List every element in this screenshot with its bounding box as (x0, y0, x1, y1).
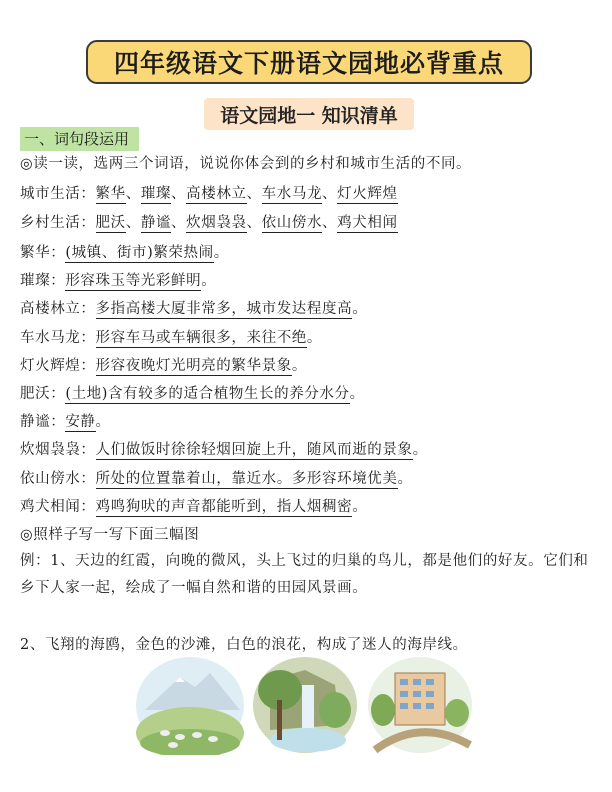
definition-text: 人们做饭时徐徐轻烟回旋上升，随风而逝的景象 (95, 442, 413, 459)
pasture-illustration (135, 655, 245, 755)
word-separator: 、 (246, 215, 262, 231)
definition-term: 灯火辉煌： (20, 357, 96, 374)
definition-text: 形容车马或车辆很多，来往不绝 (95, 329, 307, 346)
definition-text: 多指高楼大厦非常多，城市发达程度高 (95, 301, 353, 318)
village-word: 炊烟袅袅 (186, 215, 247, 231)
definition-line (20, 439, 428, 461)
definition-term: 鸡犬相闻： (20, 498, 96, 515)
city-word: 车水马龙 (261, 186, 323, 202)
city-word: 高楼林立 (186, 186, 247, 202)
definition-term: 车水马龙： (20, 329, 96, 346)
village-label: 乡村生活： (20, 215, 96, 231)
definition-end: 。 (213, 245, 229, 261)
example-2: 2、飞翔的海鸥，金色的沙滩，白色的浪花，构成了迷人的海岸线。 (20, 637, 468, 653)
definition-line (20, 327, 322, 349)
definition-line (20, 355, 307, 377)
city-building-illustration (365, 655, 475, 755)
waterfall-illustration (250, 655, 360, 755)
definition-text: 所处的位置靠着山，靠近水。多形容环境优美 (95, 470, 398, 487)
definition-line (20, 242, 229, 264)
word-separator: 、 (125, 215, 141, 231)
city-word: 繁华 (95, 186, 126, 202)
definition-term: 依山傍水： (20, 470, 96, 487)
instruction-2: ◎照样子写一写下面三幅图 (20, 527, 200, 543)
village-word: 肥沃 (95, 215, 126, 231)
word-separator: 、 (322, 186, 338, 202)
example-1: 例：1、天边的红霞，向晚的微风，头上飞过的归巢的鸟儿，都是他们的好友。它们和乡下人家一起，绘成了一幅自然和谐的田园风景画。 (20, 553, 589, 596)
definition-line (20, 411, 111, 433)
definition-end: 。 (412, 442, 428, 459)
definition-term: 璀璨： (20, 273, 66, 290)
definition-term: 高楼林立： (20, 301, 96, 318)
word-separator: 、 (246, 186, 262, 202)
section-subtitle: 语文园地一 知识清单 (204, 98, 414, 130)
village-word: 依山傍水 (261, 215, 323, 231)
word-separator: 、 (125, 186, 141, 202)
city-label: 城市生活： (20, 186, 96, 202)
instruction-1: ◎读一读，选两三个词语，说说你体会到的乡村和城市生活的不同。 (20, 156, 472, 172)
definition-end: 。 (352, 498, 368, 515)
definition-end: 。 (291, 357, 307, 374)
definition-text: 安静 (65, 414, 96, 431)
definition-line (20, 298, 367, 320)
definition-text: 鸡鸣狗吠的声音都能听到，指人烟稠密 (95, 498, 353, 515)
definition-end: 。 (397, 470, 413, 487)
definition-text: (城镇、街市)繁荣热闹 (65, 245, 214, 261)
city-word: 灯火辉煌 (337, 186, 398, 202)
definition-text: (土地)含有较多的适合植物生长的养分水分 (65, 386, 350, 402)
definition-line (20, 383, 365, 405)
word-separator: 、 (171, 186, 187, 202)
definition-end: 。 (306, 329, 323, 346)
definition-end: 。 (352, 301, 368, 318)
section-heading: 一、词句段运用 (20, 127, 139, 151)
definition-term: 繁华： (20, 245, 66, 261)
definition-text: 形容夜晚灯光明亮的繁华景象 (95, 357, 292, 374)
word-separator: 、 (171, 215, 187, 231)
definition-end: 。 (95, 414, 111, 431)
definition-line (20, 496, 367, 518)
definition-text: 形容珠玉等光彩鲜明 (65, 273, 202, 290)
city-word: 璀璨 (140, 186, 172, 202)
word-separator: 、 (322, 215, 338, 231)
village-words-line (20, 212, 398, 234)
definition-term: 炊烟袅袅： (20, 442, 96, 459)
definition-line (20, 270, 216, 292)
definition-term: 静谧： (20, 414, 66, 431)
village-word: 鸡犬相闻 (337, 215, 398, 231)
city-words-line (20, 183, 398, 205)
definition-end: 。 (349, 386, 365, 402)
definition-term: 肥沃： (20, 386, 66, 402)
definition-line (20, 468, 413, 490)
definition-end: 。 (201, 273, 217, 290)
page-title: 四年级语文下册语文园地必背重点 (86, 40, 532, 84)
village-word: 静谧 (140, 215, 172, 231)
